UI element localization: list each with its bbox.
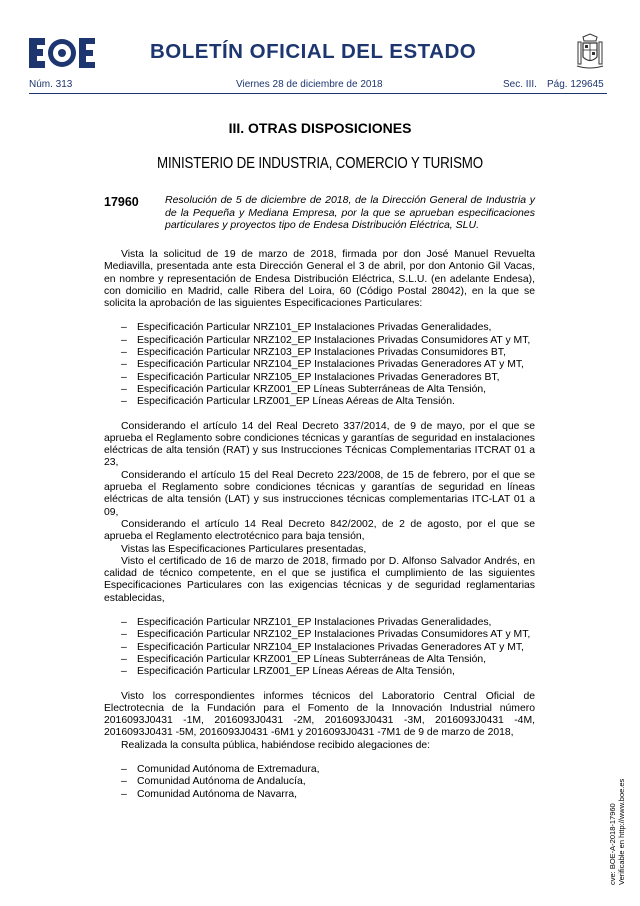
- bullet-dash: –: [121, 371, 127, 383]
- bullet-dash: –: [121, 347, 127, 359]
- list-item-text: Especificación Particular NRZ104_EP Instalaciones Privadas Generadores AT y MT,: [137, 641, 524, 653]
- page-number: Pág. 129645: [547, 79, 604, 90]
- bullet-dash: –: [121, 617, 127, 629]
- bullet-dash: –: [121, 776, 127, 788]
- list-item: [104, 654, 535, 666]
- list-item-text: Especificación Particular NRZ102_EP Instalaciones Privadas Consumidores AT y MT,: [137, 334, 531, 346]
- bullet-dash: –: [121, 359, 127, 371]
- spacer: [104, 752, 535, 764]
- list-item-text: Especificación Particular NRZ105_EP Instalaciones Privadas Generadores BT,: [137, 371, 500, 383]
- list-item-text: Especificación Particular NRZ102_EP Instalaciones Privadas Consumidores AT y MT,: [137, 629, 531, 641]
- section-label: Sec. III.: [503, 79, 537, 90]
- list-item-text: Comunidad Autónoma de Extremadura,: [137, 763, 320, 775]
- list-item-text: Especificación Particular LRZ001_EP Líneas Aéreas de Alta Tensión,: [137, 666, 455, 678]
- bullet-dash: –: [121, 383, 127, 395]
- bullet-dash: –: [121, 666, 127, 678]
- list-item: [104, 666, 535, 678]
- bullet-dash: –: [121, 396, 127, 408]
- reference-summary: Resolución de 5 de diciembre de 2018, de la Dirección General de Industria y de la Pequeña y Mediana Empresa, por la que se aprueban especificaciones particulares y proyectos tipo de Endesa Distribución Eléctrica, SLU.: [165, 194, 535, 231]
- paragraph: Visto el certificado de 16 de marzo de 2018, firmado por D. Alfonso Salvador Andrés, en calidad de técnico competente, en el que se justifica el cumplimiento de las siguientes Especificaciones Particulares con las exigencias técnicas y de seguridad reglamentarias establecidas,: [104, 555, 535, 604]
- ministry-heading: MINISTERIO DE INDUSTRIA, COMERCIO Y TURISMO: [157, 155, 483, 172]
- verification-link[interactable]: Verificable en http://www.boe.es: [617, 778, 626, 885]
- coat-of-arms-icon: [575, 33, 605, 73]
- paragraph: Considerando el artículo 15 del Real Decreto 223/2008, de 15 de febrero, por el que se aprueba el Reglamento sobre condiciones técnicas y garantías de seguridad en líneas eléctricas de alta tensión (LAT) y sus instrucciones técnicas complementarias ITC-LAT 01 a 09,: [104, 469, 535, 518]
- cve-code: cve: BOE-A-2018-17960: [608, 803, 617, 885]
- boe-logo-graphic: [29, 36, 95, 70]
- list-item: [104, 322, 535, 334]
- spacer: [104, 679, 535, 691]
- list-item: [104, 372, 535, 384]
- paragraph: Vista la solicitud de 19 de marzo de 2018, firmada por don José Manuel Revuelta Mediavilla, presentada ante esta Dirección General el 3 de abril, por don Antonio Gil Vacas, en nombre y representación de Endesa Distribución Eléctrica, S.L.U. (en adelante Endesa), con domicilio en Madrid, calle Ribera del Loira, 60 (Código Postal 28042), en la que se solicita la aprobación de las siguientes Especificaciones Particulares:: [104, 249, 535, 310]
- list-item-text: Especificación Particular NRZ101_EP Instalaciones Privadas Generalidades,: [137, 322, 492, 334]
- paragraph: Realizada la consulta pública, habiéndose recibido alegaciones de:: [121, 739, 431, 751]
- list-item-text: Especificación Particular NRZ104_EP Instalaciones Privadas Generadores AT y MT,: [137, 359, 524, 371]
- bullet-dash: –: [121, 763, 127, 775]
- list-item-text: Comunidad Autónoma de Andalucía,: [137, 776, 306, 788]
- issue-date: Viernes 28 de diciembre de 2018: [236, 79, 383, 90]
- list-item: [104, 776, 535, 788]
- list-item: [104, 396, 535, 408]
- specification-list-2: [104, 617, 535, 678]
- bullet-dash: –: [121, 788, 127, 800]
- list-item-text: Especificación Particular KRZ001_EP Líneas Subterráneas de Alta Tensión,: [137, 383, 487, 395]
- specification-list-1: [104, 322, 535, 408]
- paragraph: Considerando el artículo 14 del Real Decreto 337/2014, de 9 de mayo, por el que se aprueba el Reglamento sobre condiciones técnicas y garantías de seguridad en instalaciones eléctricas de alta tensión (RAT) y sus Instrucciones Técnicas Complementarias ITCRAT 01 a 23,: [104, 420, 535, 469]
- list-item: [104, 617, 535, 629]
- section-heading: III. OTRAS DISPOSICIONES: [228, 120, 412, 136]
- list-item-text: Especificación Particular NRZ103_EP Instalaciones Privadas Consumidores BT,: [137, 347, 506, 359]
- document-body: [104, 249, 535, 801]
- community-list: [104, 764, 535, 801]
- list-item: [104, 359, 535, 371]
- bullet-dash: –: [121, 322, 127, 334]
- list-item-text: Especificación Particular NRZ101_EP Instalaciones Privadas Generalidades,: [137, 617, 492, 629]
- coat-of-arms-graphic: [575, 33, 605, 73]
- bullet-dash: –: [121, 641, 127, 653]
- reference-number: 17960: [104, 195, 139, 209]
- paragraph: Visto los correspondientes informes técnicos del Laboratorio Central Oficial de Electrotecnia de la Fundación para el Fomento de la Innovación Industrial número 2016093J0431 -1M, 2016093J0431 -2M, 2016093J0431 -3M, 2016093J0431 -4M, 2016093J0431 -5M, 2016093J0431 -6M1 y 2016093J0431 -7M1 de 9 de marzo de 2018,: [104, 690, 535, 739]
- list-item: [104, 789, 535, 801]
- list-item-text: Comunidad Autónoma de Navarra,: [137, 788, 297, 800]
- list-item-text: Especificación Particular LRZ001_EP Líneas Aéreas de Alta Tensión.: [137, 396, 455, 408]
- paragraph: Vistas las Especificaciones Particulares presentadas,: [121, 543, 367, 555]
- bullet-dash: –: [121, 629, 127, 641]
- header-divider: [29, 93, 607, 94]
- spacer: [104, 310, 535, 322]
- bullet-dash: –: [121, 334, 127, 346]
- list-item: [104, 384, 535, 396]
- spacer: [104, 605, 535, 617]
- boe-logo-icon[interactable]: [29, 36, 95, 70]
- issue-info-row: [29, 79, 607, 93]
- verification-sidebar: [608, 765, 636, 885]
- list-item: [104, 629, 535, 641]
- bullet-dash: –: [121, 653, 127, 665]
- list-item: [104, 347, 535, 359]
- list-item: [104, 642, 535, 654]
- issue-number: Núm. 313: [29, 79, 73, 90]
- paragraph: Considerando el artículo 14 Real Decreto 842/2002, de 2 de agosto, por el que se aprueba el Reglamento electrotécnico para baja tensión,: [104, 518, 535, 543]
- list-item: [104, 335, 535, 347]
- spacer: [104, 409, 535, 421]
- list-item-text: Especificación Particular KRZ001_EP Líneas Subterráneas de Alta Tensión,: [137, 653, 487, 665]
- list-item: [104, 764, 535, 776]
- publication-title: BOLETÍN OFICIAL DEL ESTADO: [150, 40, 477, 63]
